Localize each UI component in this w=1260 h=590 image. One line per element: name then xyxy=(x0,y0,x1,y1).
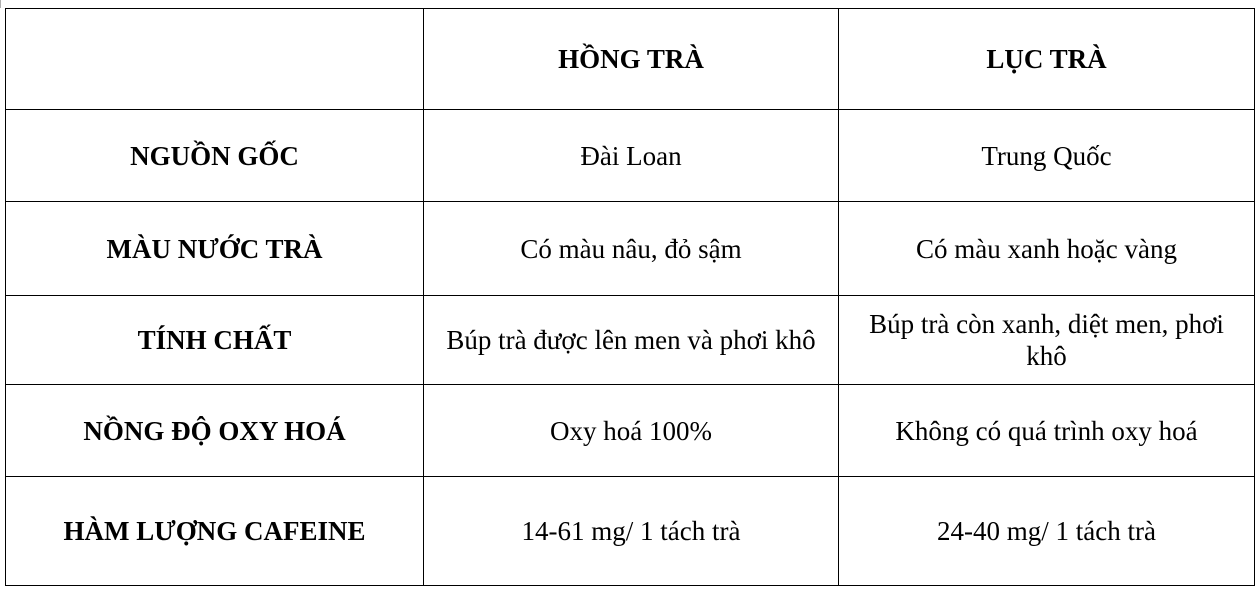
table-row xyxy=(6,385,1255,477)
cell-hong-tra-oxidation: Oxy hoá 100% xyxy=(424,385,839,477)
header-luc-tra: LỤC TRÀ xyxy=(839,9,1255,110)
cell-hong-tra-origin: Đài Loan xyxy=(424,110,839,202)
row-label-caffeine: HÀM LƯỢNG CAFEINE xyxy=(6,477,424,586)
table-row xyxy=(6,477,1255,586)
cell-luc-tra-oxidation: Không có quá trình oxy hoá xyxy=(839,385,1255,477)
row-label-tea-color: MÀU NƯỚC TRÀ xyxy=(6,202,424,296)
header-empty-cell xyxy=(6,9,424,110)
row-label-properties: TÍNH CHẤT xyxy=(6,296,424,385)
cell-luc-tra-origin: Trung Quốc xyxy=(839,110,1255,202)
cell-luc-tra-properties: Búp trà còn xanh, diệt men, phơi khô xyxy=(839,296,1255,385)
tea-comparison-table xyxy=(5,8,1255,586)
table-row xyxy=(6,202,1255,296)
document-corner-mark xyxy=(0,0,4,8)
row-label-origin: NGUỒN GỐC xyxy=(6,110,424,202)
cell-luc-tra-tea-color: Có màu xanh hoặc vàng xyxy=(839,202,1255,296)
cell-hong-tra-tea-color: Có màu nâu, đỏ sậm xyxy=(424,202,839,296)
table-row xyxy=(6,110,1255,202)
row-label-oxidation: NỒNG ĐỘ OXY HOÁ xyxy=(6,385,424,477)
table-row xyxy=(6,296,1255,385)
cell-hong-tra-caffeine: 14-61 mg/ 1 tách trà xyxy=(424,477,839,586)
cell-hong-tra-properties: Búp trà được lên men và phơi khô xyxy=(424,296,839,385)
table-header-row xyxy=(6,9,1255,110)
header-hong-tra: HỒNG TRÀ xyxy=(424,9,839,110)
cell-luc-tra-caffeine: 24-40 mg/ 1 tách trà xyxy=(839,477,1255,586)
